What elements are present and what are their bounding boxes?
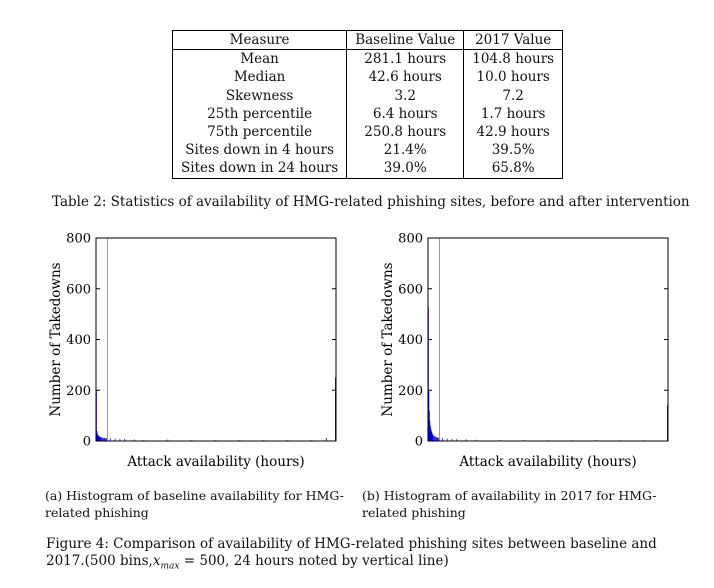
table-cell: 10.0 hours	[476, 69, 550, 86]
baseline-histogram-chart	[40, 228, 350, 478]
column-header: Measure	[173, 31, 347, 50]
y-tick-label: 0	[414, 434, 423, 450]
y-tick-label: 200	[398, 383, 423, 399]
column-header: Baseline Value	[347, 31, 464, 50]
table-cell: 75th percentile	[173, 123, 347, 141]
table-cell: Skewness	[173, 87, 347, 105]
math-subscript: max	[160, 561, 180, 572]
y-axis-label: Number of Takedowns	[380, 262, 396, 417]
table-row	[173, 105, 563, 123]
table-header-row	[173, 31, 563, 50]
y-tick-label: 0	[82, 434, 91, 450]
histogram-bar	[100, 437, 101, 441]
table-cell: 281.1 hours	[347, 50, 464, 69]
table-cell: 6.4 hours	[347, 105, 464, 123]
column-header: 2017 Value	[464, 31, 563, 50]
table-cell: 42.6 hours	[347, 68, 464, 86]
table-cell: 25th percentile	[173, 105, 347, 123]
figure-caption-text: 2017.(500 bins,	[46, 553, 153, 569]
table-cell: 250.8 hours	[347, 123, 464, 141]
table-cell: Mean	[173, 50, 347, 69]
figure-caption	[46, 536, 686, 576]
table-cell: 42.9 hours	[476, 124, 550, 141]
y-tick-label: 600	[66, 282, 91, 298]
table-row	[173, 87, 563, 105]
plot-frame	[428, 238, 668, 441]
statistics-table	[172, 30, 563, 179]
y-tick-label: 600	[398, 282, 423, 298]
table-row	[173, 50, 563, 69]
table-cell: 7.2	[502, 87, 524, 104]
subcaption-a: (a) Histogram of baseline availability for HMG-related phishing	[45, 488, 344, 520]
table-cell: Median	[173, 68, 347, 86]
y-tick-label: 400	[398, 333, 423, 348]
table-cell: 39.0%	[347, 159, 464, 178]
table-row	[173, 123, 563, 141]
table-cell: Sites down in 4 hours	[173, 141, 347, 159]
table-cell: 104.8 hours	[472, 51, 555, 68]
figure-caption-line1: Figure 4: Comparison of availability of HMG-related phishing sites between baseline and	[46, 536, 657, 552]
y-axis-label: Number of Takedowns	[48, 262, 64, 417]
plot-frame	[96, 238, 336, 441]
histogram-bar	[437, 437, 438, 441]
table-cell: 1.7 hours	[480, 105, 546, 122]
table-cell: 21.4%	[347, 141, 464, 159]
table-cell: 3.2	[347, 87, 464, 105]
subcaption-b: (b) Histogram of availability in 2017 for HMG-related phishing	[362, 488, 657, 520]
y-tick-label: 800	[66, 231, 91, 247]
histogram-bar	[436, 437, 437, 441]
x-axis-label: Attack availability (hours)	[459, 454, 637, 470]
histogram-bar	[434, 436, 435, 441]
table-cell: 39.5%	[491, 142, 535, 159]
histogram-bar	[435, 437, 436, 441]
table-row	[173, 68, 563, 86]
figure-caption-text: = 500, 24 hours noted by vertical line)	[179, 553, 449, 569]
table-cell: 65.8%	[491, 160, 535, 177]
table-cell: Sites down in 24 hours	[173, 159, 347, 178]
2017-histogram-chart	[372, 228, 682, 478]
y-tick-label: 800	[398, 231, 423, 247]
math-variable: x	[152, 553, 161, 569]
y-tick-label: 200	[66, 383, 91, 399]
histogram-bar	[433, 435, 434, 441]
x-axis-label: Attack availability (hours)	[127, 454, 305, 470]
histogram-bar	[101, 437, 102, 441]
table-caption: Table 2: Statistics of availability of HMG-related phishing sites, before and after intervention	[52, 194, 690, 210]
figure-caption-line2	[46, 553, 686, 576]
table-row	[173, 141, 563, 159]
table-row	[173, 159, 563, 178]
histogram-bar	[432, 434, 433, 441]
y-tick-label: 400	[66, 333, 91, 348]
